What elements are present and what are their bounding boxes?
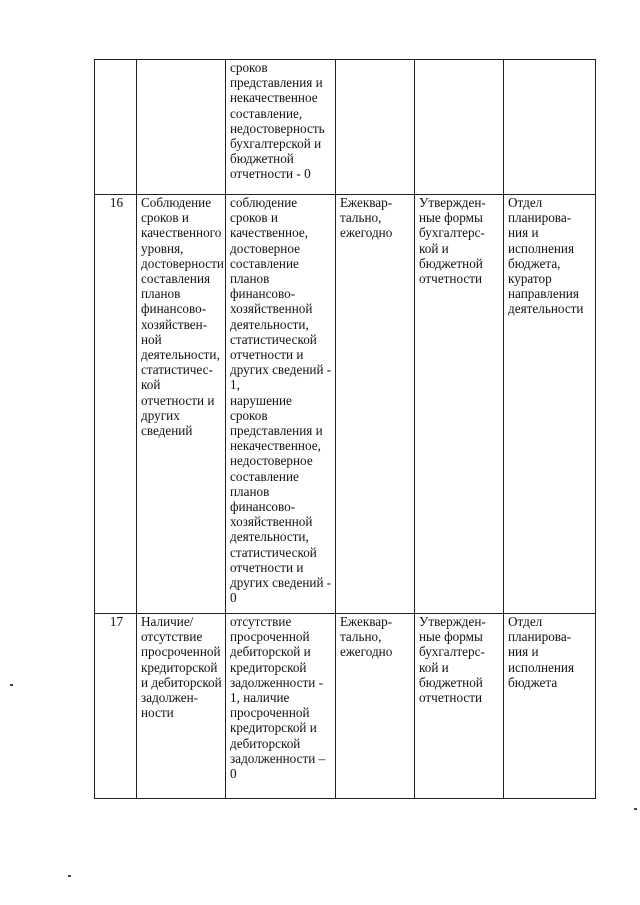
- period-cell: [336, 60, 415, 195]
- scan-speck: [634, 808, 637, 810]
- scan-speck: [10, 684, 13, 686]
- source-cell: [415, 195, 504, 614]
- criteria-cell: [226, 60, 336, 195]
- row-number: 17: [109, 614, 124, 629]
- source-cell: [415, 614, 504, 799]
- source-text: Утвержден- ные формы бухгалтерс- кой и бюджетной отчетности: [419, 614, 486, 706]
- row-number-cell: [95, 614, 137, 799]
- period-text: Ежеквар- тально, ежегодно: [340, 195, 393, 241]
- indicator-text: Наличие/ отсутствие просроченной кредиторской и дебиторской задолжен- ности: [141, 614, 222, 721]
- period-text: Ежеквар- тально, ежегодно: [340, 614, 393, 660]
- scan-speck: [68, 875, 71, 877]
- criteria-text: соблюдение сроков и качественное, достоверное составление планов финансово- хозяйственной деятельности, статистической отчетности и других сведений - 1, нарушение сроков представления и некачественное, недостоверное составление планов финансово- хозяйственной деятельности, статистической отчетности и других сведений - 0: [230, 195, 332, 606]
- table-row: [95, 60, 596, 195]
- period-cell: [336, 195, 415, 614]
- indicator-cell: [137, 60, 226, 195]
- responsible-cell: [504, 195, 596, 614]
- indicator-text: Соблюдение сроков и качественного уровня, достоверности составления планов финансово- хозяйствен- ной деятельности, статистичес- кой отчетности и других сведений: [141, 195, 224, 439]
- row-number-cell: [95, 60, 137, 195]
- period-cell: [336, 614, 415, 799]
- criteria-cell: [226, 614, 336, 799]
- criteria-cell: [226, 195, 336, 614]
- responsible-text: Отдел планирова- ния и исполнения бюджета: [508, 614, 575, 690]
- criteria-text: сроков представления и некачественное составление, недостоверность бухгалтерской и бюджетной отчетности - 0: [230, 60, 325, 182]
- row-number-cell: [95, 195, 137, 614]
- criteria-text: отсутствие просроченной дебиторской и кредиторской задолженности - 1, наличие просроченной кредиторской и дебиторской задолженности – 0: [230, 614, 326, 782]
- source-cell: [415, 60, 504, 195]
- responsible-cell: [504, 60, 596, 195]
- responsible-cell: [504, 614, 596, 799]
- indicator-cell: [137, 614, 226, 799]
- table-row: [95, 614, 596, 799]
- indicator-cell: [137, 195, 226, 614]
- row-number: 16: [109, 195, 124, 210]
- responsible-text: Отдел планирова- ния и исполнения бюджета, куратор направления деятельности: [508, 195, 584, 317]
- table-row: [95, 195, 596, 614]
- source-text: Утвержден- ные формы бухгалтерс- кой и бюджетной отчетности: [419, 195, 486, 287]
- criteria-table: [94, 59, 596, 799]
